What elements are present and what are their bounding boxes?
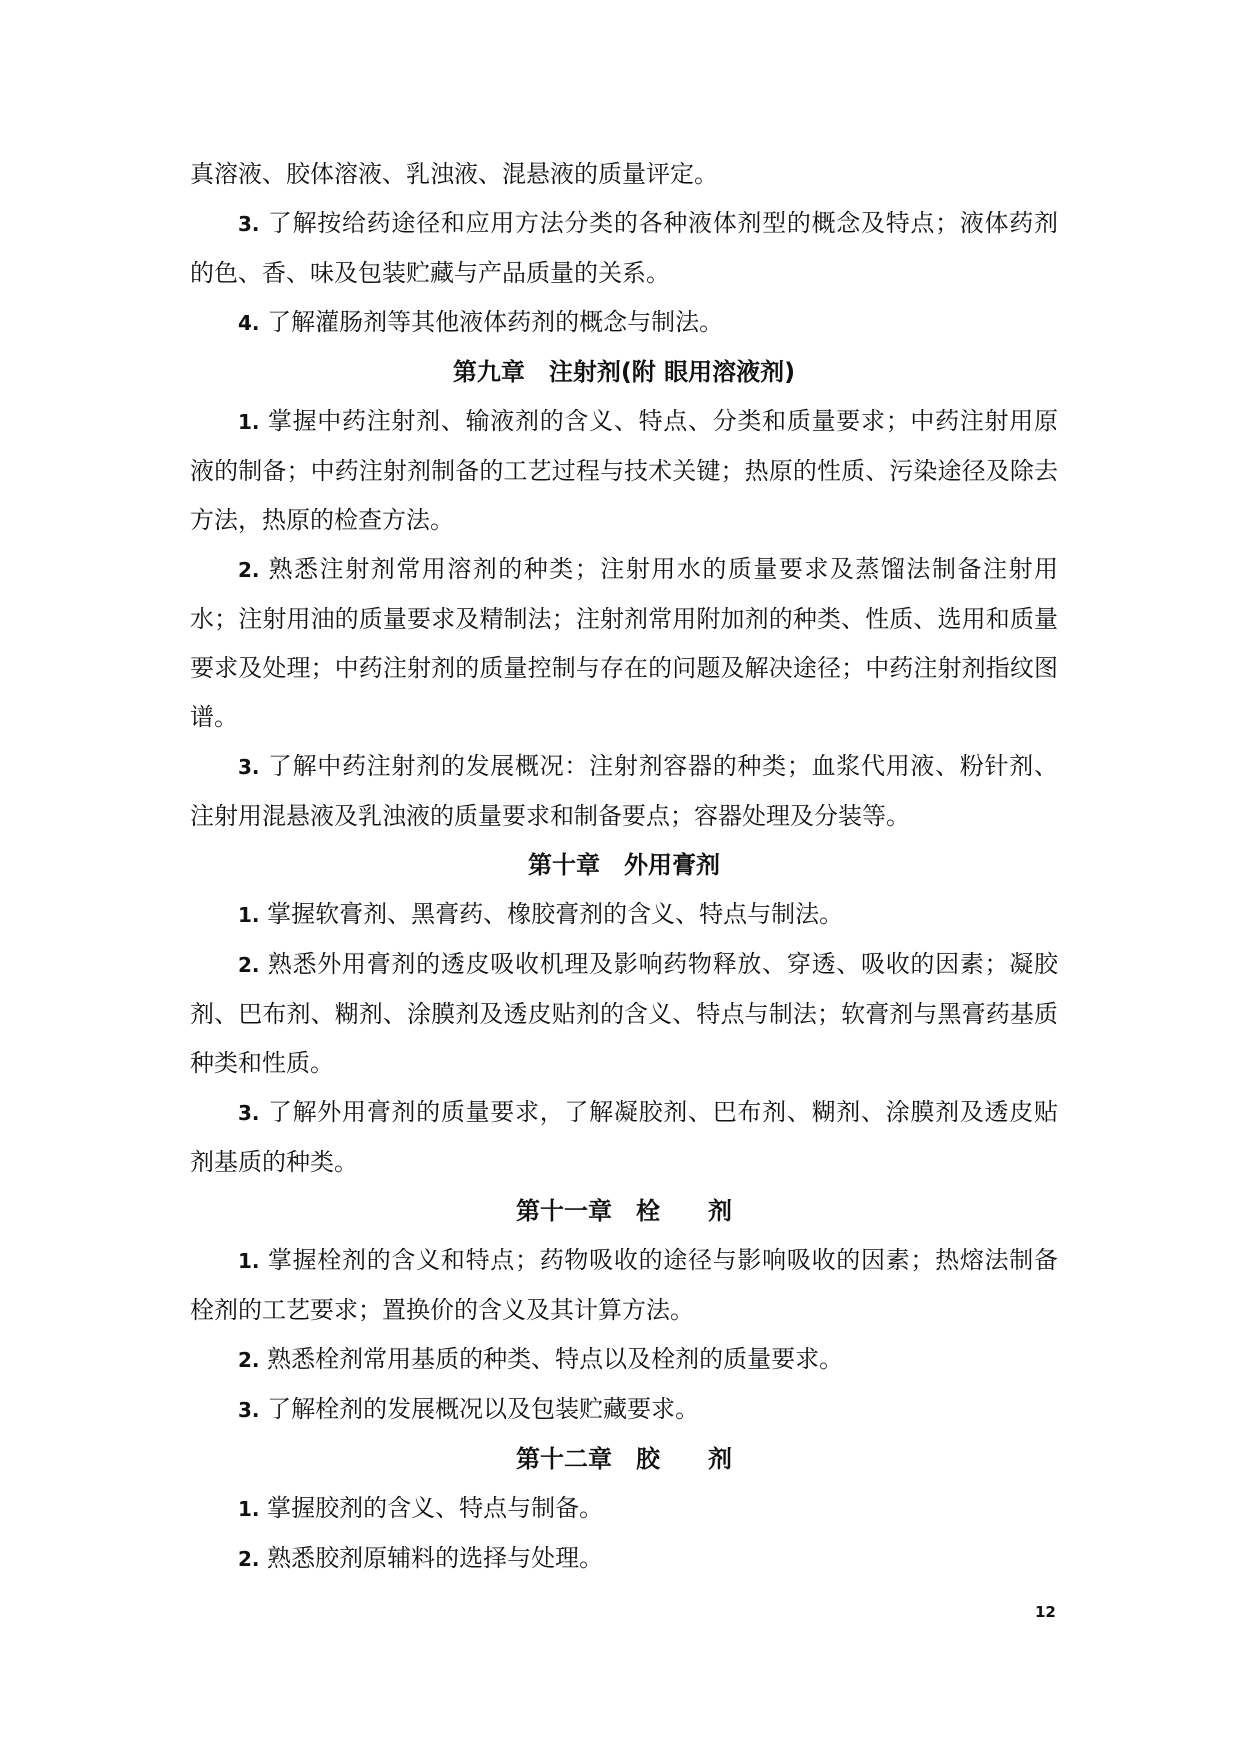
paragraph-text: 掌握软膏剂、黑膏药、橡胶膏剂的含义、特点与制法。 [267, 900, 844, 928]
chapter-heading: 第十二章 胶 剂 [516, 1445, 732, 1473]
number-spacer [260, 1494, 268, 1522]
item-number: 2. [238, 953, 260, 977]
item-number: 2. [238, 558, 260, 582]
item-number: 1. [238, 1249, 260, 1273]
number-spacer [260, 407, 268, 435]
body-paragraph [190, 150, 1058, 199]
chapter-heading: 第十章 外用膏剂 [528, 851, 720, 879]
paragraph-text: 了解灌肠剂等其他液体药剂的概念与制法。 [267, 308, 724, 336]
paragraph-text: 熟悉胶剂原辅料的选择与处理。 [267, 1544, 604, 1572]
chapter-heading: 第九章 注射剂(附 眼用溶液剂) [452, 358, 796, 386]
paragraph-text: 掌握栓剂的含义和特点；药物吸收的途径与影响吸收的因素；热熔法制备栓剂的工艺要求；置换价的含义及其计算方法。 [190, 1246, 1058, 1324]
body-paragraph [190, 1385, 1058, 1435]
paragraph-text: 熟悉注射剂常用溶剂的种类；注射用水的质量要求及蒸馏法制备注射用水；注射用油的质量要求及精制法；注射剂常用附加剂的种类、性质、选用和质量要求及处理；中药注射剂的质量控制与存在的问题及解决途径；中药注射剂指纹图谱。 [190, 555, 1058, 731]
item-number: 3. [238, 1398, 260, 1422]
number-spacer [260, 1246, 268, 1274]
body-paragraph [190, 397, 1058, 545]
number-spacer [260, 1544, 268, 1572]
item-number: 1. [238, 903, 260, 927]
number-spacer [260, 1098, 268, 1126]
body-paragraph [190, 1484, 1058, 1534]
paragraph-text: 了解中药注射剂的发展概况：注射剂容器的种类；血浆代用液、粉针剂、注射用混悬液及乳浊液的质量要求和制备要点；容器处理及分装等。 [190, 752, 1058, 830]
paragraph-text: 掌握胶剂的含义、特点与制备。 [267, 1494, 604, 1522]
item-number: 3. [238, 212, 260, 236]
number-spacer [260, 950, 268, 978]
number-spacer [260, 308, 268, 336]
paragraph-text: 了解栓剂的发展概况以及包装贮藏要求。 [267, 1395, 700, 1423]
item-number: 1. [238, 1497, 260, 1521]
item-number: 1. [238, 410, 260, 434]
body-paragraph [190, 545, 1058, 742]
item-number: 4. [238, 311, 260, 335]
paragraph-text: 熟悉栓剂常用基质的种类、特点以及栓剂的质量要求。 [267, 1345, 844, 1373]
body-paragraph [190, 1335, 1058, 1385]
paragraph-text: 熟悉外用膏剂的透皮吸收机理及影响药物释放、穿透、吸收的因素；凝胶剂、巴布剂、糊剂、涂膜剂及透皮贴剂的含义、特点与制法；软膏剂与黑膏药基质种类和性质。 [190, 950, 1058, 1077]
chapter-heading: 第十一章 栓 剂 [516, 1197, 732, 1225]
number-spacer [260, 752, 268, 780]
number-spacer [260, 1395, 268, 1423]
page-number: 12 [1035, 1603, 1056, 1621]
number-spacer [260, 900, 268, 928]
body-paragraph [190, 1088, 1058, 1187]
paragraph-text: 了解外用膏剂的质量要求，了解凝胶剂、巴布剂、糊剂、涂膜剂及透皮贴剂基质的种类。 [190, 1098, 1058, 1176]
item-number: 3. [238, 1101, 260, 1125]
body-paragraph [190, 199, 1058, 298]
item-number: 2. [238, 1348, 260, 1372]
body-paragraph [190, 1534, 1058, 1584]
body-paragraph [190, 890, 1058, 940]
body-paragraph [190, 1236, 1058, 1335]
number-spacer [260, 209, 268, 237]
body-paragraph [190, 742, 1058, 841]
page-content [190, 150, 1058, 1584]
number-spacer [260, 1345, 268, 1373]
paragraph-text: 掌握中药注射剂、输液剂的含义、特点、分类和质量要求；中药注射用原液的制备；中药注射剂制备的工艺过程与技术关键；热原的性质、污染途径及除去方法，热原的检查方法。 [190, 407, 1058, 534]
body-paragraph [190, 940, 1058, 1088]
body-paragraph [190, 298, 1058, 348]
paragraph-text: 真溶液、胶体溶液、乳浊液、混悬液的质量评定。 [190, 160, 718, 188]
item-number: 3. [238, 755, 260, 779]
paragraph-text: 了解按给药途径和应用方法分类的各种液体剂型的概念及特点；液体药剂的色、香、味及包装贮藏与产品质量的关系。 [190, 209, 1058, 287]
number-spacer [260, 555, 269, 583]
item-number: 2. [238, 1547, 260, 1571]
